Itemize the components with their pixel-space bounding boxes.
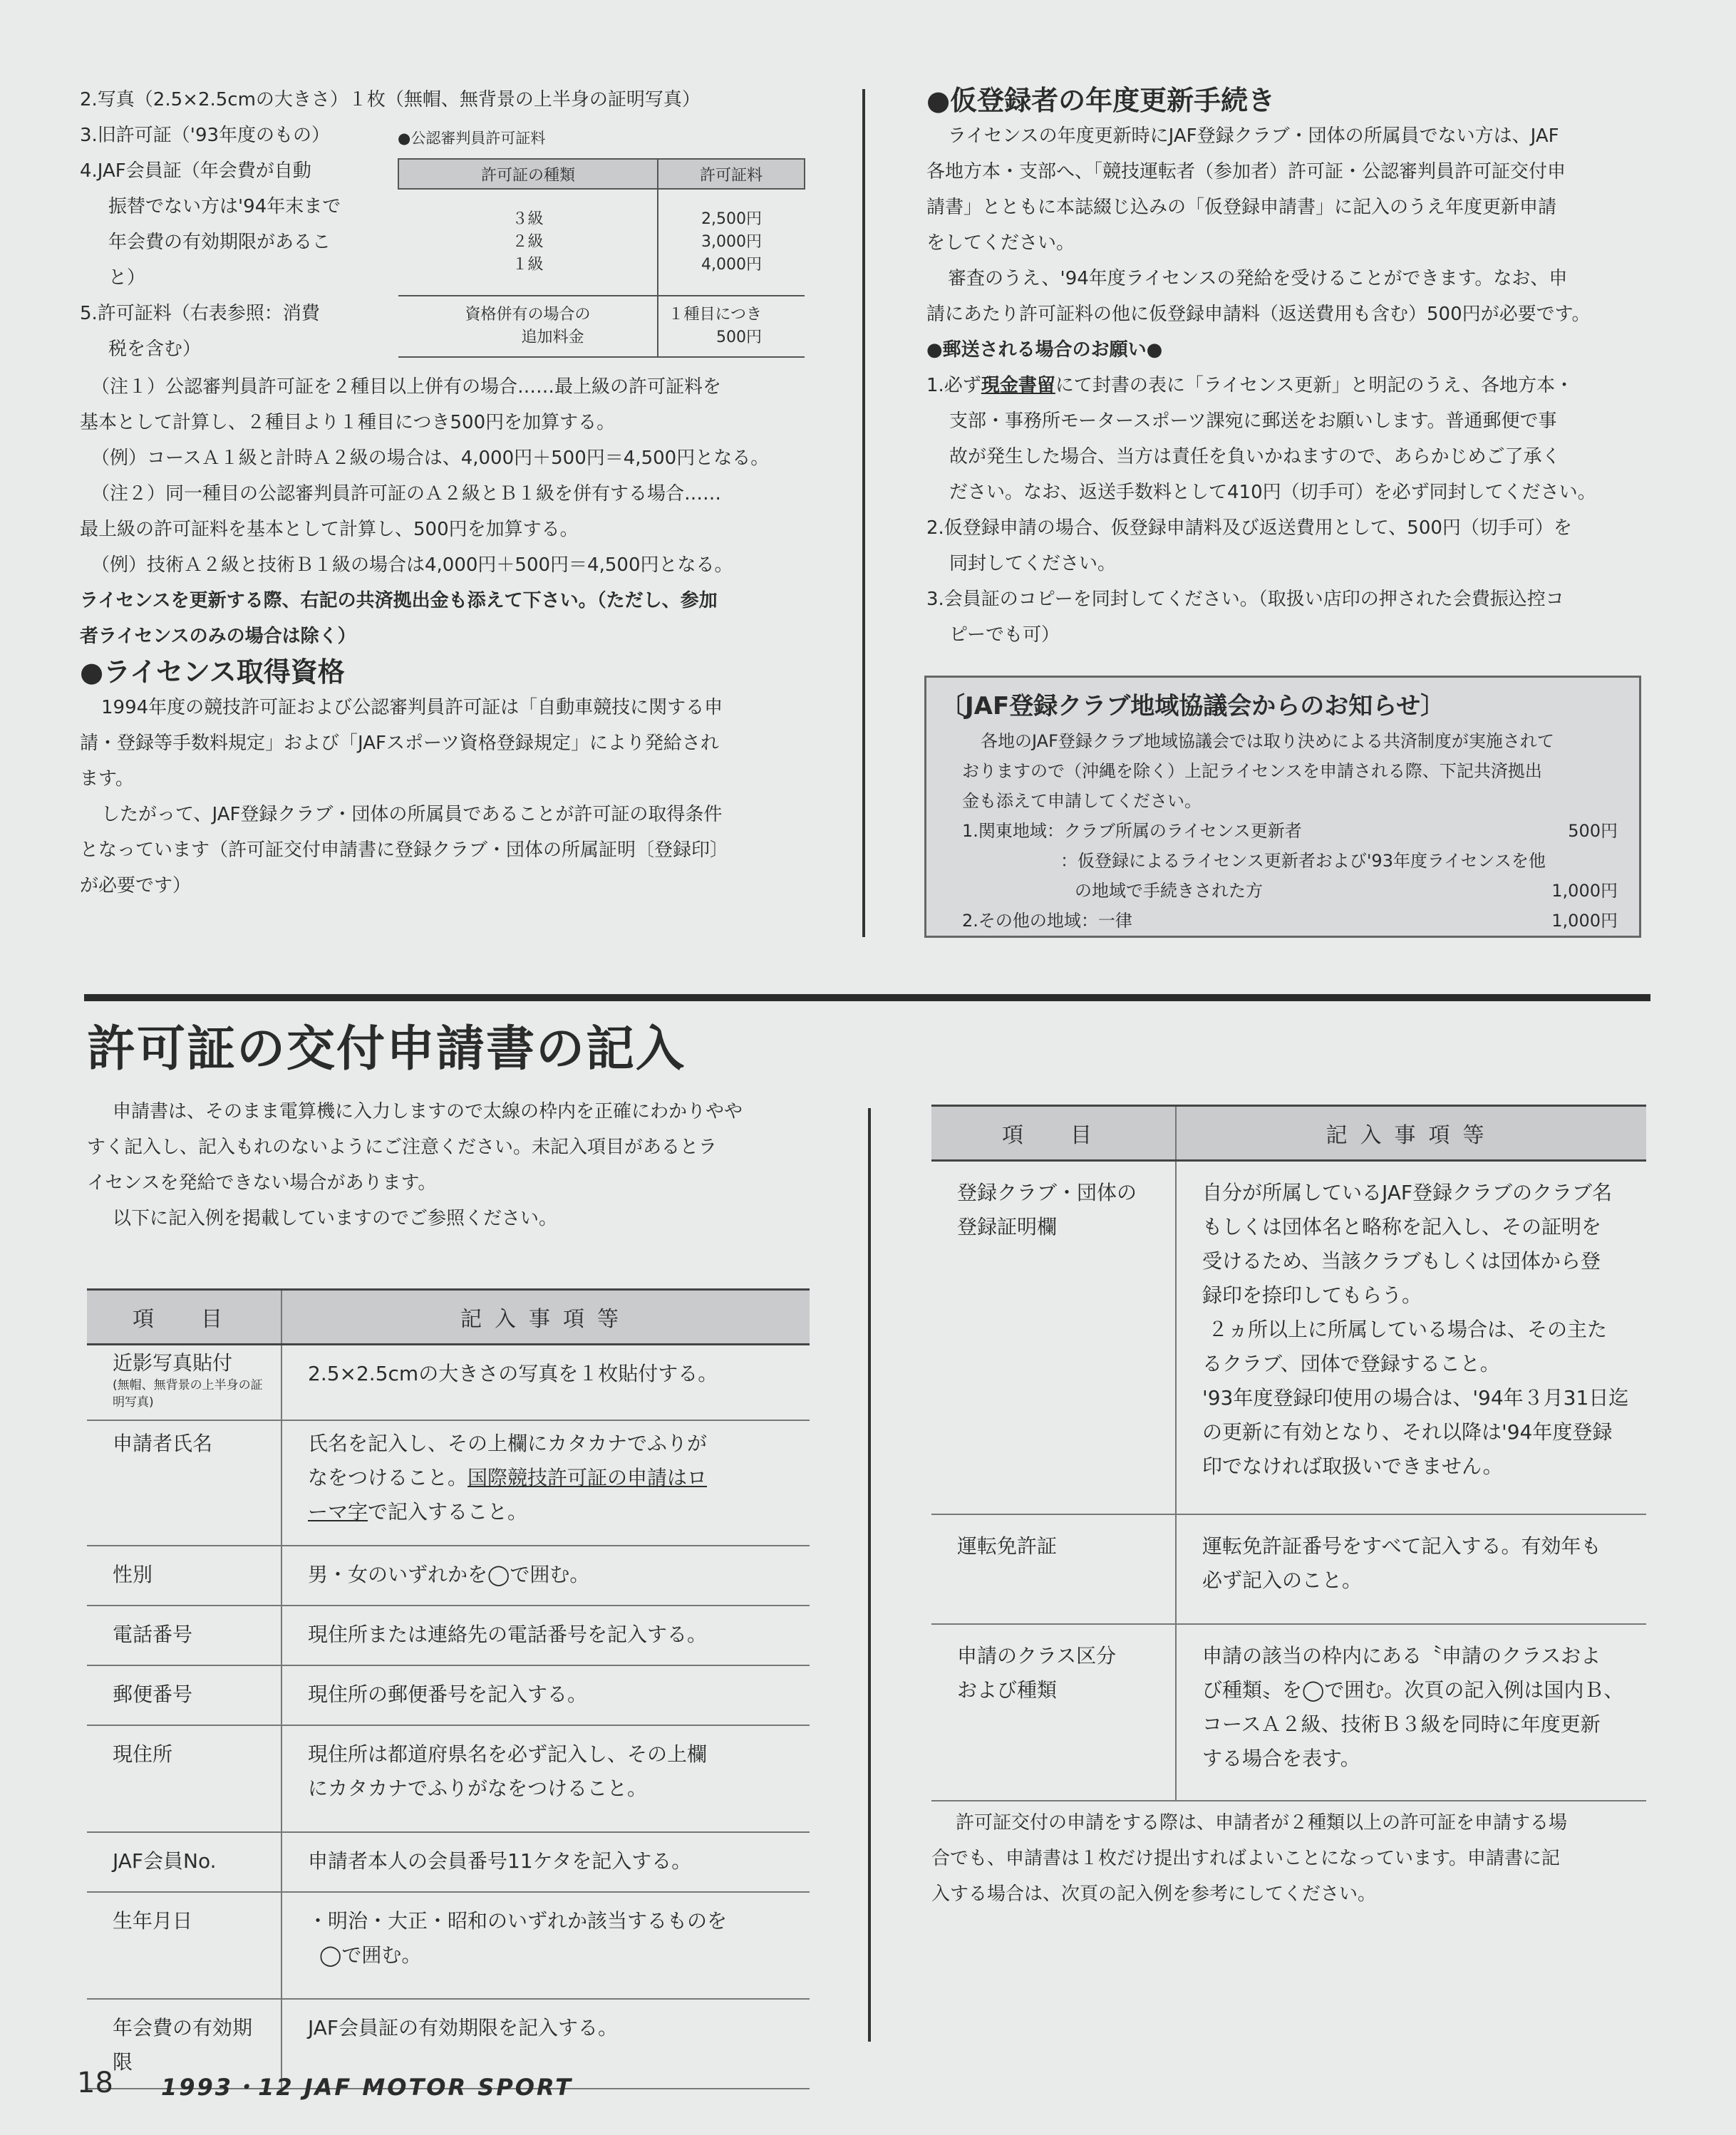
registered-mail-emphasis: 現金書留 [981, 375, 1055, 396]
note-2-cont: 最上級の許可証料を基本として計算し、500円を加算する。 [80, 519, 579, 540]
row-item-label: 申請のクラス区分 [957, 1643, 1117, 1668]
fee-table [398, 158, 805, 358]
row-detail [281, 1725, 810, 1832]
fee-values [658, 189, 805, 296]
closing-line: 許可証交付の申請をする際は、申請者が２種類以上の許可証を申請する場 [956, 1812, 1568, 1834]
row-detail-line: ２ヵ所以上に所属している場合は、その主た [1208, 1318, 1608, 1341]
section-intro [87, 1094, 828, 1236]
notice-row-label: の地域で手続きされた方 [1075, 881, 1263, 901]
extra-value-2: 500円 [716, 329, 762, 346]
renewal-line: 各地方本・支部へ、「競技運転者（参加者）許可証・公認審判員許可証交付申 [926, 161, 1566, 182]
fee-header-type: 許可証の種類 [398, 159, 658, 189]
notice-row-label: 1.関東地域：クラブ所属のライセンス更新者 [962, 821, 1302, 841]
fee-header-fee: 許可証料 [658, 159, 805, 189]
mail-item-2-cont: 同封してください。 [949, 553, 1117, 574]
notice-row-value: 500円 [1568, 821, 1618, 841]
section-rule [84, 994, 1650, 1001]
row-item [931, 1161, 1176, 1514]
row-item: 郵便番号 [87, 1665, 281, 1725]
intro-line: すく記入し、記入もれのないようにご注意ください。未記入項目があるとラ [87, 1137, 718, 1158]
table-row [87, 1892, 810, 1999]
row-detail: 申請者本人の会員番号11ケタを記入する。 [281, 1832, 810, 1892]
table-row [87, 1345, 810, 1421]
renewal-line: 審査のうえ、'94年度ライセンスの発給を受けることができます。なお、申 [948, 268, 1568, 289]
table-row [87, 1420, 810, 1546]
mail-heading: ●郵送される場合のお願い● [926, 339, 1163, 361]
intro-line: 申請書は、そのまま電算機に入力しますので太線の枠内を正確にわかりやや [113, 1101, 743, 1122]
row-item [87, 1345, 281, 1421]
item-old-license: 3.旧許可証（'93年度のもの） [80, 125, 331, 146]
closing-line: 入する場合は、次頁の記入例を参考にしてください。 [931, 1883, 1377, 1905]
table-header-item: 項 目 [87, 1290, 281, 1345]
renewal-bold-note-cont: 者ライセンスのみの場合は除く） [80, 626, 356, 647]
item-member-card: 4.JAF会員証（年会費が自動 [80, 160, 311, 182]
mail-item-1-cont: 支部・事務所モータースポーツ課宛に郵送をお願いします。普通郵便で事 [949, 410, 1557, 432]
row-detail-line: ◯で囲む。 [319, 1943, 422, 1967]
row-detail-line: 現住所は都道府県名を必ず記入し、その上欄 [308, 1742, 708, 1766]
grade-3: ３級 [512, 210, 544, 228]
item-member-card-cont: 振替でない方は'94年末まで [108, 196, 341, 217]
mail-item-1 [926, 368, 1646, 403]
table-header-item: 項 目 [931, 1106, 1176, 1161]
table-row [931, 1514, 1646, 1624]
closing-line: 合でも、申請書は１枚だけ提出すればよいことになっています。申請書に記 [931, 1848, 1560, 1869]
renewal-line: をしてください。 [926, 232, 1075, 254]
notice-intro: 各地のJAF登録クラブ地域協議会では取り決めによる共済制度が実施されて [981, 731, 1554, 751]
fee-table-block [398, 127, 805, 358]
fee-2: 3,000円 [701, 233, 762, 251]
fee-grades [398, 189, 658, 296]
row-item-sub: (無帽、無背景の上半身の証明写真) [113, 1378, 263, 1410]
row-detail-line: ・明治・大正・昭和のいずれか該当するものを [308, 1909, 728, 1933]
row-item-label: および種類 [957, 1678, 1058, 1702]
row-item: 電話番号 [87, 1606, 281, 1665]
row-detail-line: する場合を表す。 [1202, 1746, 1360, 1770]
row-item: 生年月日 [87, 1892, 281, 1999]
row-detail-line: 申請の該当の枠内にある〝申請のクラスおよ [1202, 1643, 1601, 1668]
table-row [87, 1546, 810, 1606]
closing-note [931, 1805, 1651, 1912]
row-detail-text: なをつけること。 [308, 1466, 468, 1489]
row-item: JAF会員No. [87, 1832, 281, 1892]
row-item: 運転免許証 [931, 1514, 1176, 1624]
table-row [87, 1665, 810, 1725]
mail-item-1-prefix: 1.必ず [926, 375, 981, 396]
fee-notes [80, 369, 814, 654]
table-row [931, 1161, 1646, 1514]
notice-row-kanto [962, 816, 1618, 846]
renewal-line: 請にあたり許可証料の他に仮登録申請料（返送費用も含む）500円が必要です。 [926, 304, 1591, 325]
note-1: （注１）公認審判員許可証を２種目以上併有の場合……最上級の許可証料を [91, 376, 722, 398]
intro-line: 以下に記入例を掲載していますのでご参照ください。 [113, 1208, 558, 1229]
row-detail-line: にカタカナでふりがなをつけること。 [308, 1777, 648, 1800]
grade-2: ２級 [512, 233, 544, 251]
item-photo: 2.写真（2.5×2.5cmの大きさ）１枚（無帽、無背景の上半身の証明写真） [80, 89, 701, 110]
notice-row-kanto-provisional [962, 876, 1618, 906]
notice-box [924, 676, 1641, 938]
row-detail: 男・女のいずれかを◯で囲む。 [281, 1546, 810, 1606]
mail-item-2: 2.仮登録申請の場合、仮登録申請料及び返送費用として、500円（切手可）を [926, 517, 1572, 539]
table-row [87, 1725, 810, 1832]
row-detail: 現住所または連絡先の電話番号を記入する。 [281, 1606, 810, 1665]
mail-item-1-rest: にて封書の表に「ライセンス更新」と明記のうえ、各地方本・ [1055, 375, 1574, 396]
row-detail-line: 自分が所属しているJAF登録クラブのクラブ名 [1202, 1181, 1613, 1204]
row-item: 現住所 [87, 1725, 281, 1832]
notice-intro: 金も添えて申請してください。 [962, 791, 1202, 811]
row-item: 性別 [87, 1546, 281, 1606]
row-detail-line: 必ず記入のこと。 [1202, 1568, 1363, 1592]
renewal-heading: ●仮登録者の年度更新手続き [926, 85, 1276, 116]
intro-line: イセンスを発給できない場合があります。 [87, 1172, 437, 1194]
license-qual-heading: ●ライセンス取得資格 [80, 656, 345, 688]
example-1: （例）コースＡ１級と計時Ａ２級の場合は、4,000円＋500円＝4,500円となる。 [91, 448, 770, 469]
row-detail [1176, 1161, 1646, 1514]
notice-row-value: 1,000円 [1551, 911, 1618, 931]
note-2: （注２）同一種目の公認審判員許可証のＡ２級とＢ１級を併有する場合…… [91, 483, 722, 505]
row-item: 申請者氏名 [87, 1420, 281, 1546]
row-detail [1176, 1514, 1646, 1624]
row-detail-line: 印でなければ取扱いできません。 [1202, 1454, 1503, 1478]
column-divider-bottom [868, 1108, 871, 2042]
example-2: （例）技術Ａ２級と技術Ｂ１級の場合は4,000円＋500円＝4,500円となる。 [91, 554, 733, 576]
section-title: 許可証の交付申請書の記入 [87, 1021, 686, 1077]
license-qualification [80, 654, 814, 904]
notice-body [962, 726, 1618, 936]
renewal-line: 請書」とともに本誌綴じ込みの「仮登録申請書」に記入のうえ年度更新申請 [926, 197, 1557, 218]
row-item-label: 登録クラブ・団体の [957, 1181, 1137, 1204]
row-detail: 2.5×2.5cmの大きさの写真を１枚貼付する。 [281, 1345, 810, 1421]
row-item: 年会費の有効期限 [87, 1999, 281, 2089]
row-detail: 現住所の郵便番号を記入する。 [281, 1665, 810, 1725]
row-detail-line: るクラブ、団体で登録すること。 [1202, 1352, 1500, 1375]
mail-item-1-cont: ださい。なお、返送手数料として410円（切手可）を必ず同封してください。 [949, 482, 1596, 503]
notice-row-other [962, 906, 1618, 936]
item-member-card-cont: 年会費の有効期限があるこ [108, 232, 331, 253]
license-qual-line: 請・登録等手数料規定」および「JAFスポーツ資格登録規定」により発給され [80, 733, 719, 754]
note-1-cont: 基本として計算し、２種目より１種目につき500円を加算する。 [80, 412, 616, 433]
row-detail-line: '93年度登録印使用の場合は、'94年３月31日迄 [1202, 1386, 1629, 1410]
row-item [931, 1624, 1176, 1801]
license-qual-line: 1994年度の競技許可証および公認審判員許可証は「自動車競技に関する申 [101, 697, 723, 718]
extra-label-1: 資格併有の場合の [465, 306, 591, 324]
row-detail-line [308, 1461, 792, 1495]
extra-fee-label [398, 296, 658, 357]
extra-label-2: 追加料金 [521, 329, 584, 346]
row-detail-underline: 国際競技許可証の申請はロ [467, 1466, 708, 1489]
grade-1: １級 [512, 256, 544, 274]
fee-3: 2,500円 [701, 210, 762, 228]
table-header-detail: 記入事項等 [281, 1290, 810, 1345]
row-detail-line: 運転免許証番号をすべて記入する。有効年も [1202, 1534, 1601, 1558]
fee-1: 4,000円 [701, 256, 762, 274]
row-detail [281, 1892, 810, 1999]
row-detail: JAF会員証の有効期限を記入する。 [281, 1999, 810, 2089]
table-header-detail: 記入事項等 [1176, 1106, 1646, 1161]
license-qual-line: となっています（許可証交付申請書に登録クラブ・団体の所属証明〔登録印〕 [80, 839, 729, 861]
mail-item-1-cont: 故が発生した場合、当方は責任を負いかねますので、あらかじめご了承く [949, 446, 1561, 467]
row-item-label: 近影写真貼付 [113, 1351, 233, 1375]
row-detail [1176, 1624, 1646, 1801]
row-detail-line: 氏名を記入し、その上欄にカタカナでふりが [308, 1432, 708, 1455]
row-detail-line: もしくは団体名と略称を記入し、その証明を [1202, 1215, 1602, 1239]
row-detail [281, 1420, 810, 1546]
row-detail-text: で記入すること。 [368, 1500, 528, 1524]
renewal-procedure [926, 83, 1646, 653]
row-detail-line: の更新に有効となり、それ以降は'94年度登録 [1202, 1420, 1613, 1444]
table-row [931, 1624, 1646, 1801]
mail-item-3: 3.会員証のコピーを同封してください。（取扱い店印の押された会費振込控コ [926, 589, 1564, 610]
row-detail-line: 録印を捺印してもらう。 [1202, 1283, 1422, 1307]
notice-row-label: ：仮登録によるライセンス更新者および'93年度ライセンスを他 [1060, 851, 1546, 871]
extra-fee-value [658, 296, 805, 357]
row-detail-line: 受けるため、当該クラブもしくは団体から登 [1202, 1249, 1601, 1273]
row-detail-underline: ーマ字 [308, 1500, 368, 1524]
item-fee-cont: 税を含む） [108, 338, 202, 360]
entry-table-left [87, 1288, 810, 2089]
column-divider-top [862, 89, 865, 937]
row-detail-line [308, 1495, 792, 1529]
renewal-bold-note: ライセンスを更新する際、右記の共済拠出金も添えて下さい。（ただし、参加 [80, 590, 718, 611]
license-qual-line: が必要です） [80, 875, 192, 896]
notice-row-label: 2.その他の地域：一律 [962, 911, 1132, 931]
renewal-line: ライセンスの年度更新時にJAF登録クラブ・団体の所属員でない方は、JAF [948, 125, 1559, 147]
notice-intro: おりますので（沖縄を除く）上記ライセンスを申請される際、下記共済拠出 [962, 761, 1542, 781]
notice-row-value: 1,000円 [1551, 881, 1618, 901]
row-item-label: 登録証明欄 [957, 1215, 1058, 1239]
item-member-card-cont: と） [108, 267, 146, 289]
table-row [87, 1832, 810, 1892]
table-row [87, 1606, 810, 1665]
entry-table-right [931, 1105, 1646, 1801]
row-detail-line: コースＡ２級、技術Ｂ３級を同時に年度更新 [1202, 1712, 1601, 1736]
item-fee: 5.許可証料（右表参照：消費 [80, 303, 320, 324]
page-number: 18 [77, 2067, 113, 2099]
extra-value-1: １種目につき [668, 306, 762, 324]
license-qual-line: したがって、JAF登録クラブ・団体の所属員であることが許可証の取得条件 [101, 804, 723, 825]
magazine-footer: 1993・12 JAF MOTOR SPORT [161, 2074, 574, 2101]
fee-table-caption: ●公認審判員許可証料 [398, 130, 546, 147]
license-qual-line: ます。 [80, 768, 134, 790]
mail-item-3-cont: ピーでも可） [949, 624, 1060, 646]
notice-title: 〔JAF登録クラブ地域協議会からのお知らせ〕 [941, 692, 1445, 720]
row-detail-line: び種類〟を◯で囲む。次頁の記入例は国内Ｂ、 [1202, 1678, 1624, 1702]
